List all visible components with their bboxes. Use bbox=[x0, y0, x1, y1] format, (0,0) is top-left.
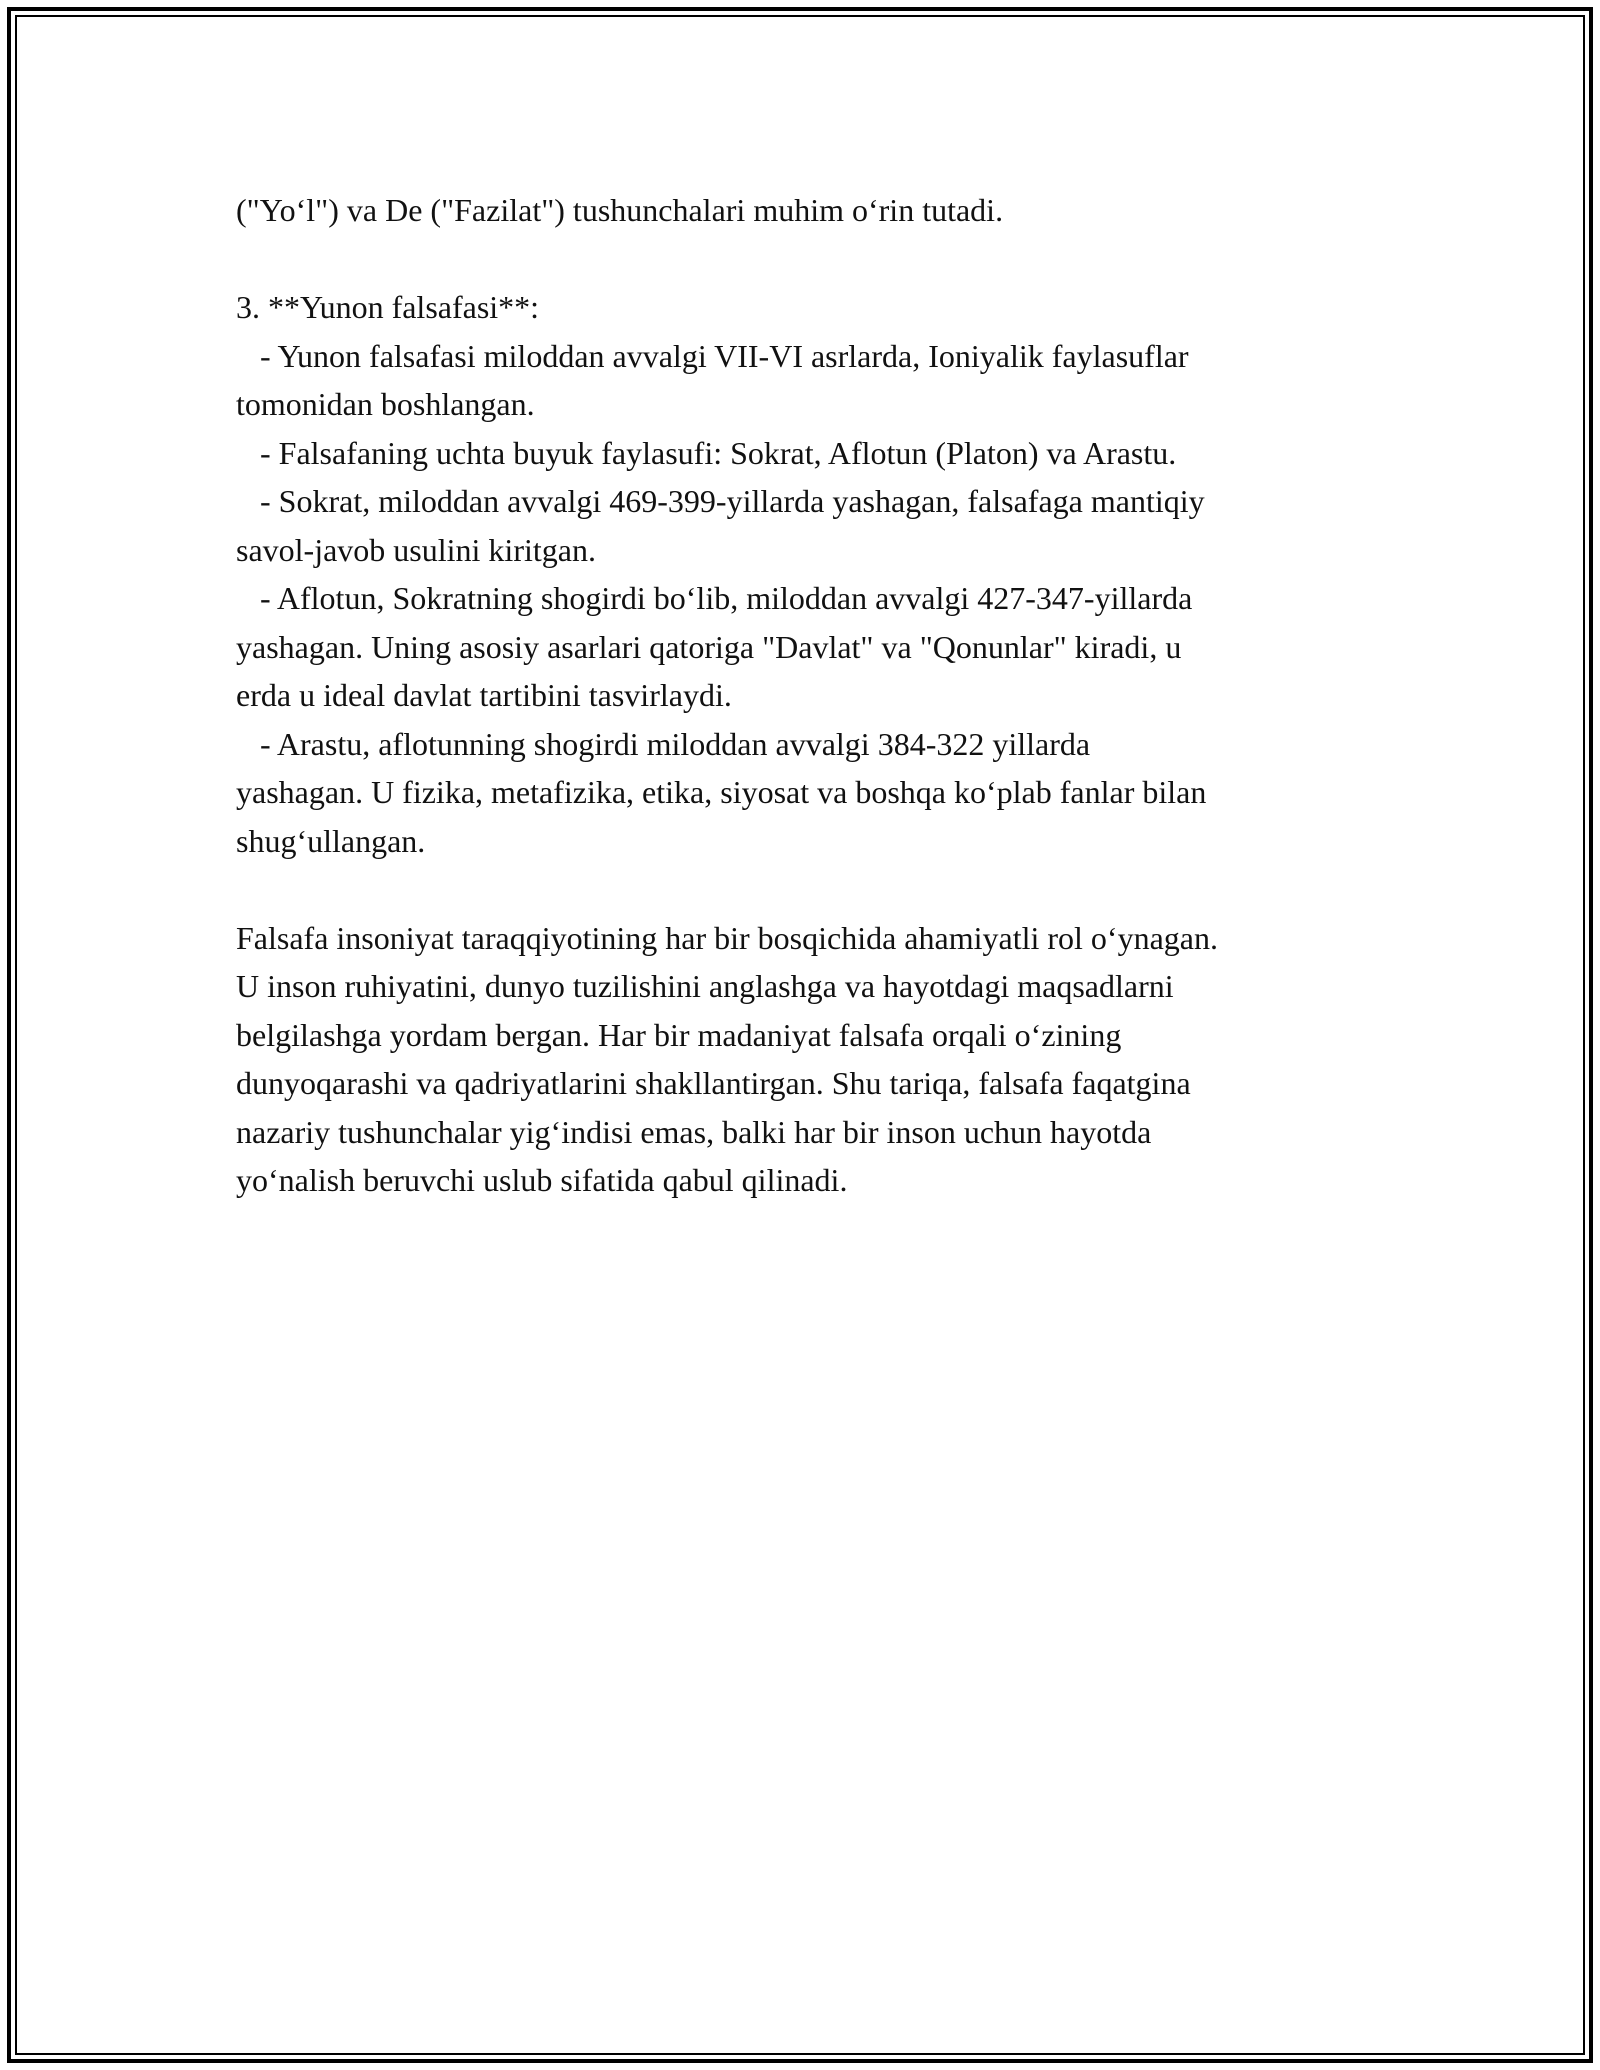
text-line: - Yunon falsafasi miloddan avvalgi VII-VI asrlarda, Ioniyalik faylasuflar bbox=[236, 337, 1189, 374]
text-line: belgilashga yordam bergan. Har bir madaniyat falsafa orqali o‘zining bbox=[236, 1016, 1122, 1053]
text-line: shug‘ullangan. bbox=[236, 822, 426, 859]
section-greek-philosophy bbox=[236, 283, 1376, 865]
text-line: tomonidan boshlangan. bbox=[236, 386, 535, 422]
text-line: - Arastu, aflotunning shogirdi miloddan avvalgi 384-322 yillarda bbox=[236, 725, 1091, 762]
document-body bbox=[236, 186, 1376, 1205]
text-line: - Falsafaning uchta buyuk faylasufi: Sokrat, Aflotun (Platon) va Arastu. bbox=[236, 434, 1177, 471]
text-line: yo‘nalish beruvchi uslub sifatida qabul qilinadi. bbox=[236, 1162, 848, 1198]
text-line: erda u ideal davlat tartibini tasvirlaydi. bbox=[236, 677, 732, 713]
text-line: dunyoqarashi va qadriyatlarini shakllantirgan. Shu tariqa, falsafa faqatgina bbox=[236, 1065, 1191, 1101]
text-line: - Aflotun, Sokratning shogirdi bo‘lib, miloddan avvalgi 427-347-yillarda bbox=[236, 580, 1193, 616]
text-line: U inson ruhiyatini, dunyo tuzilishini anglashga va hayotdagi maqsadlarni bbox=[236, 968, 1174, 1004]
text-line: ("Yo‘l") va De ("Fazilat") tushunchalari muhim o‘rin tutadi. bbox=[236, 192, 1004, 228]
text-line: Falsafa insoniyat taraqqiyotining har bir bosqichida ahamiyatli rol o‘ynagan. bbox=[236, 919, 1218, 956]
section-heading: 3. **Yunon falsafasi**: bbox=[236, 289, 540, 325]
text-line: yashagan. Uning asosiy asarlari qatoriga "Davlat" va "Qonunlar" kiradi, u bbox=[236, 628, 1182, 665]
paragraph-spacer bbox=[236, 865, 1376, 914]
text-line: yashagan. U fizika, metafizika, etika, siyosat va boshqa ko‘plab fanlar bilan bbox=[236, 774, 1207, 810]
conclusion-paragraph bbox=[236, 914, 1376, 1205]
text-line: savol-javob usulini kiritgan. bbox=[236, 531, 596, 568]
intro-paragraph bbox=[236, 186, 1376, 235]
text-line: - Sokrat, miloddan avvalgi 469-399-yillarda yashagan, falsafaga mantiqiy bbox=[236, 483, 1205, 519]
paragraph-spacer bbox=[236, 235, 1376, 284]
text-line: nazariy tushunchalar yig‘indisi emas, balki har bir inson uchun hayotda bbox=[236, 1113, 1152, 1150]
